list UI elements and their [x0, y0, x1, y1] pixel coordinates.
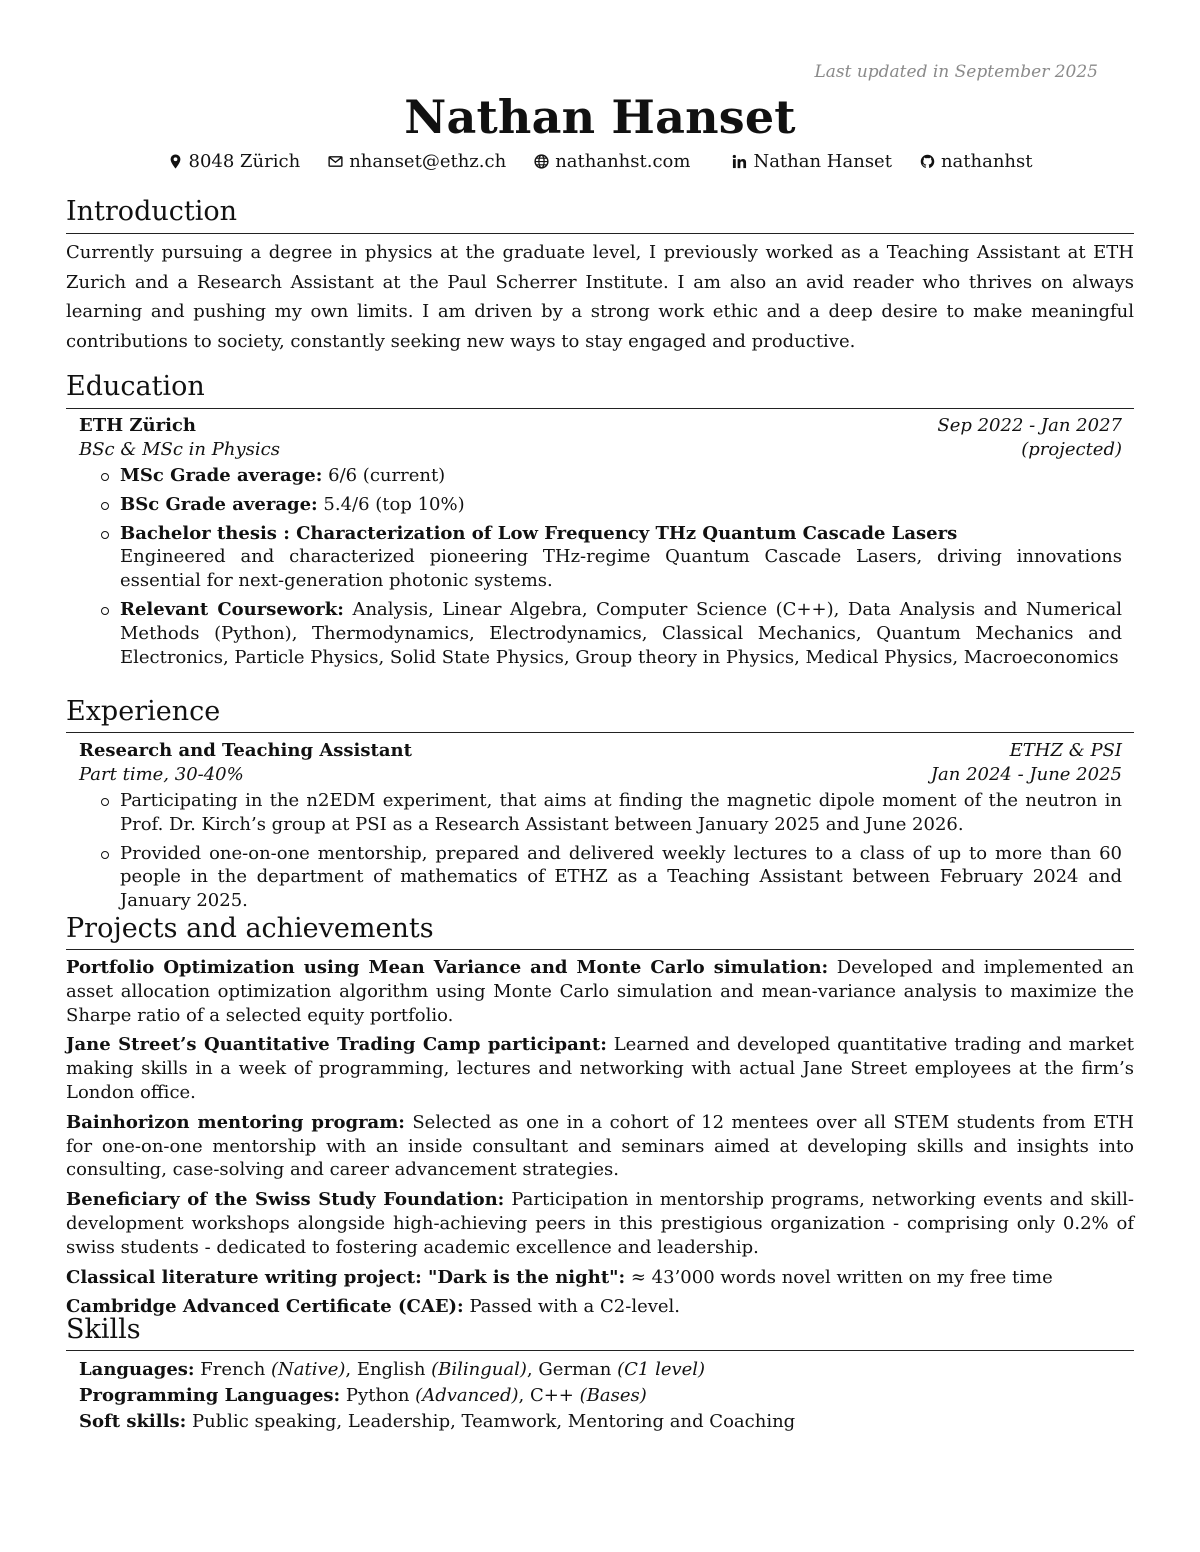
item-label: Bainhorizon mentoring program: [66, 1111, 405, 1133]
map-pin-icon [168, 154, 183, 169]
degree-name: BSc & MSc in Physics [79, 439, 280, 460]
skills-languages [79, 1357, 1122, 1383]
skills-programming [79, 1383, 1122, 1409]
website-text: nathanhst.com [555, 151, 691, 172]
skill-label: Soft skills: [79, 1411, 187, 1432]
introduction-text: Currently pursuing a degree in physics at the graduate level, I previously worked as a Teaching Assistant at ETH Zurich and a Research Assistant at the Paul Scherrer Institute. I am also an avid reader who thrives on always learning and pushing my own limits. I am driven by a strong work ethic and a deep desire to make meaningful contributions to society, constantly seeking new ways to stay engaged and productive. [66, 242, 1134, 352]
item-text: Engineered and characterized pioneering THz-regime Quantum Cascade Lasers, driving innovations essential for next-generation photonic systems. [120, 546, 1122, 592]
role-title: Research and Teaching Assistant [79, 740, 412, 761]
item-label: Bachelor thesis : Characterization of Low Frequency THz Quantum Cascade Lasers [120, 522, 958, 544]
list-item [100, 493, 1122, 517]
role-dates: Jan 2024 - June 2025 [930, 764, 1122, 785]
contact-github[interactable] [920, 151, 1033, 172]
last-updated: Last updated in September 2025 [814, 62, 1098, 82]
contact-location [168, 151, 301, 172]
education-projected: (projected) [1021, 439, 1122, 460]
envelope-icon [328, 154, 343, 169]
item-text: Participation in mentorship programs, networking events and skill-development workshops alongside high-achieving peers in this prestigious organization - comprising only 0.2% of swiss students - dedicated to fostering academic excellence and leadership. [66, 1189, 1134, 1258]
github-icon [920, 154, 935, 169]
list-item [66, 1033, 1134, 1104]
item-text: 6/6 (current) [322, 465, 446, 486]
skills-soft [79, 1409, 1122, 1435]
item-label: Cambridge Advanced Certificate (CAE): [66, 1296, 464, 1318]
skill-label: Languages: [79, 1359, 195, 1380]
skill-level: (C1 level) [617, 1359, 706, 1380]
person-name: Nathan Hanset [404, 90, 796, 144]
list-item [66, 1266, 1134, 1290]
skills-heading: Skills [66, 1314, 141, 1345]
projects-heading: Projects and achievements [66, 913, 434, 944]
list-item [100, 522, 1122, 593]
item-label: Relevant Coursework: [120, 598, 344, 620]
location-text: 8048 Zürich [188, 151, 301, 172]
item-text: Learned and developed quantitative trading and market making skills in a week of programming, lectures and networking with actual Jane Street employees at the firm’s London office. [66, 1034, 1135, 1103]
globe-icon [534, 154, 549, 169]
skill-value: , English [345, 1359, 432, 1380]
list-item [100, 598, 1122, 669]
skills-rule [66, 1350, 1134, 1351]
education-heading: Education [66, 371, 205, 402]
experience-rule [66, 732, 1134, 733]
skill-value: , German [526, 1359, 618, 1380]
skill-level: (Advanced) [415, 1385, 519, 1406]
item-label: Jane Street’s Quantitative Trading Camp participant: [66, 1034, 607, 1056]
item-label: Beneficiary of the Swiss Study Foundation: [66, 1189, 505, 1211]
contact-website[interactable] [534, 151, 690, 172]
email-text: nhanset@ethz.ch [349, 151, 507, 172]
skill-value: Python [340, 1385, 416, 1406]
list-item [66, 1111, 1134, 1182]
education-subheader-row [79, 438, 1122, 462]
item-text: Analysis, Linear Algebra, Computer Science (C++), Data Analysis and Numerical Methods (Python), Thermodynamics, Electrodynamics, Classical Mechanics, Quantum Mechanics and Electronics, Particle Physics, Solid State Physics, Group theory in Physics, Medical Physics, Macroeconomics [120, 598, 1122, 668]
item-text: Developed and implemented an asset allocation optimization algorithm using Monte Carlo simulation and mean-variance analysis to maximize the Sharpe ratio of a selected equity portfolio. [66, 957, 1135, 1026]
item-text: Selected as one in a cohort of 12 mentees over all STEM students from ETH for one-on-one mentorship with an inside consultant and seminars aimed at developing skills and insights into consulting, case-solving and career advancement strategies. [66, 1111, 1134, 1181]
experience-heading: Experience [66, 696, 221, 727]
linkedin-text: Nathan Hanset [753, 151, 892, 172]
list-item [66, 956, 1134, 1027]
skill-value: , C++ [518, 1385, 580, 1406]
introduction-heading: Introduction [66, 196, 237, 227]
contact-email[interactable] [328, 151, 506, 172]
education-list [100, 464, 1122, 674]
skill-level: (Native) [271, 1359, 346, 1380]
github-text: nathanhst [940, 151, 1033, 172]
list-item: Provided one-on-one mentorship, prepared and delivered weekly lectures to a class of up to more than 60 people in the department of mathematics of ETHZ as a Teaching Assistant between February 2024 and January 2025. [100, 842, 1122, 913]
education-dates: Sep 2022 - Jan 2027 [937, 415, 1122, 436]
education-rule [66, 408, 1134, 409]
skill-level: (Bilingual) [431, 1359, 527, 1380]
item-text: 5.4/6 (top 10%) [317, 493, 465, 515]
experience-header-row [79, 739, 1122, 763]
list-item: Participating in the n2EDM experiment, that aims at finding the magnetic dipole moment of the neutron in Prof. Dr. Kirch’s group at PSI as a Research Assistant between January 2025 and June 2026. [100, 789, 1122, 837]
education-header-row [79, 414, 1122, 438]
list-item [66, 1188, 1134, 1259]
list-item [66, 1295, 1134, 1319]
contact-linkedin[interactable] [732, 151, 892, 172]
item-label: BSc Grade average: [120, 493, 318, 515]
item-label: Portfolio Optimization using Mean Variance and Monte Carlo simulation: [66, 957, 829, 978]
skill-value: Public speaking, Leadership, Teamwork, Mentoring and Coaching [186, 1411, 796, 1432]
role-org: ETHZ & PSI [1009, 740, 1122, 761]
skill-label: Programming Languages: [79, 1385, 341, 1406]
experience-subheader-row [79, 763, 1122, 787]
skills-list [79, 1357, 1122, 1435]
role-type: Part time, 30-40% [79, 764, 244, 785]
school-name: ETH Zürich [79, 415, 196, 436]
skill-value: French [194, 1359, 272, 1380]
item-label: MSc Grade average: [120, 465, 323, 486]
projects-rule [66, 949, 1134, 950]
list-item [100, 464, 1122, 488]
contact-bar [0, 151, 1200, 172]
linkedin-icon [732, 154, 747, 169]
projects-list [66, 956, 1134, 1325]
skill-level: (Bases) [579, 1385, 647, 1406]
item-text: Passed with a C2-level. [463, 1296, 681, 1318]
experience-list [100, 789, 1122, 918]
item-text: ≈ 43’000 words novel written on my free time [625, 1266, 1053, 1288]
introduction-rule [66, 233, 1134, 234]
item-label: Classical literature writing project: "Dark is the night": [66, 1266, 626, 1288]
